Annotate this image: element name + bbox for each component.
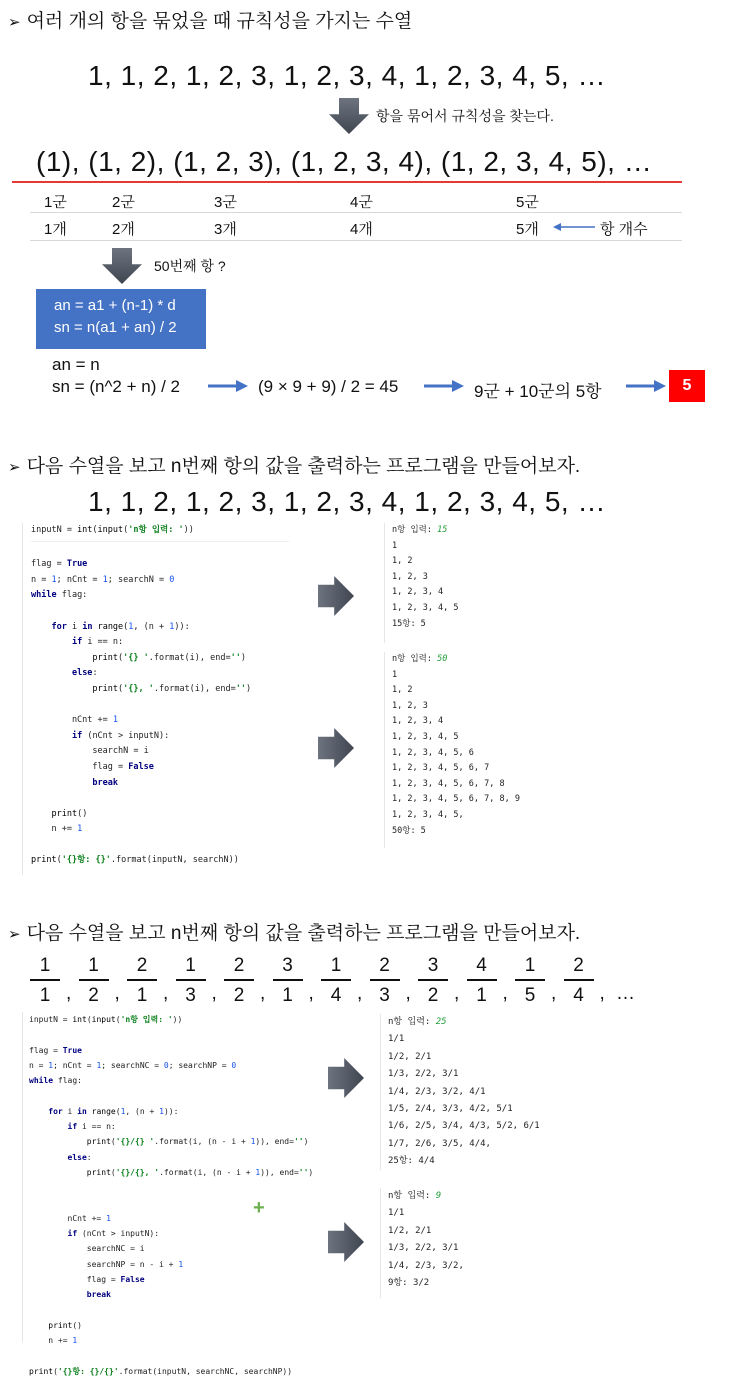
fraction-numerator: 2 (573, 955, 584, 976)
fraction-numerator: 2 (379, 955, 390, 976)
fraction-comma: , (405, 983, 411, 1004)
fraction-numerator: 4 (476, 955, 487, 976)
fraction (224, 955, 254, 1007)
fraction-bar (30, 979, 60, 981)
bullet-arrow-icon: ➢ (8, 14, 21, 31)
fraction (176, 955, 206, 1007)
fraction-comma: , (357, 983, 363, 1004)
code-block-1: inputN = int(input('n항 입력: ')) flag = True n = 1; nCnt = 1; searchN = 0 while flag: for i in range(1, (n + 1)): if i == n: print('{} '.format(i), end='') else: print('{}, '.format(i), end='') nCnt += 1 if (nCnt > inputN): searchN = i flag = False break print() n += 1 print('{}항: {}'.format(inputN, searchN)) (22, 523, 289, 875)
fraction-comma: , (211, 983, 217, 1004)
blue-right-arrow-icon (424, 378, 464, 394)
down-arrow-icon (329, 98, 369, 134)
grey-divider (30, 212, 682, 213)
fraction-bar (564, 979, 594, 981)
group-label: 5군 (516, 194, 539, 211)
fraction-denominator: 2 (427, 985, 439, 1006)
blue-right-arrow-icon (208, 378, 248, 394)
count-note: 항 개수 (600, 221, 648, 238)
output-block-3: n항 입력: 25 1/1 1/2, 2/1 1/3, 2/2, 3/1 1/4, 2/3, 3/2, 4/1 1/5, 2/4, 3/3, 4/2, 5/1 1/6, 2/5, 3/4, 4/3, 5/2, 6/1 1/7, 2/6, 3/5, 4/4, 25항: 4/4 (388, 1017, 540, 1167)
group-label: 1군 (44, 194, 67, 211)
calc-expression: (9 × 9 + 9) / 2 = 45 (258, 377, 399, 396)
section2-heading: ➢ 다음 수열을 보고 n번째 항의 값을 출력하는 프로그램을 만들어보자. (8, 456, 581, 477)
grey-divider (30, 240, 682, 241)
fraction (30, 955, 60, 1007)
fraction (564, 955, 594, 1007)
fraction (418, 955, 448, 1007)
output-gutter (384, 523, 385, 643)
fraction-bar (273, 979, 303, 981)
fraction-ellipsis: … (616, 983, 635, 1004)
arrow-note: 항을 묶어서 규칙성을 찾는다. (376, 108, 554, 124)
fraction-denominator: 4 (330, 985, 342, 1006)
fraction-bar (370, 979, 400, 981)
fraction-comma: , (163, 983, 169, 1004)
group-label: 3군 (214, 194, 237, 211)
fraction-comma: , (308, 983, 314, 1004)
fraction-bar (515, 979, 545, 981)
count-label: 2개 (112, 221, 135, 238)
group-label: 4군 (350, 194, 373, 211)
bullet-arrow-icon: ➢ (8, 926, 21, 943)
answer-badge: 5 (669, 370, 705, 402)
blue-right-arrow-icon (626, 378, 666, 394)
fraction-comma: , (454, 983, 460, 1004)
sequence-line: 1, 1, 2, 1, 2, 3, 1, 2, 3, 4, 1, 2, 3, 4, 5, … (88, 486, 606, 517)
fraction-denominator: 4 (573, 985, 584, 1006)
fraction-numerator: 1 (39, 955, 51, 976)
red-divider (12, 181, 682, 183)
fraction (370, 955, 400, 1007)
bullet-arrow-icon: ➢ (8, 459, 21, 476)
output-gutter (380, 1014, 381, 1170)
count-label: 3개 (214, 221, 237, 238)
code-block-2: inputN = int(input('n항 입력: ')) flag = True n = 1; nCnt = 1; searchNC = 0; searchNP = 0 while flag: for i in range(1, (n + 1)): if i == n: print('{}/{} '.format(i, (n - i + 1)), end='') else: print('{}/{}, '.format(i, (n - i + 1)), end='') nCnt += 1 if (nCnt > inputN): searchNC = i searchNP = n - i + 1 flag = False break print() n += 1 print('{}항: {}/{}'.format(inputN, searchNC, searchNP)) (22, 1012, 334, 1342)
output-block-4: n항 입력: 9 1/1 1/2, 2/1 1/3, 2/2, 3/1 1/4, 2/3, 3/2, 9항: 3/2 (388, 1191, 464, 1289)
fraction-bar (321, 979, 351, 981)
fraction-numerator: 3 (427, 955, 439, 976)
fraction-comma: , (599, 983, 605, 1004)
sequence-line: 1, 1, 2, 1, 2, 3, 1, 2, 3, 4, 1, 2, 3, 4, 5, … (88, 60, 606, 91)
group-label: 2군 (112, 194, 135, 211)
fraction (273, 955, 303, 1007)
fraction-numerator: 1 (330, 955, 342, 976)
count-label: 5개 (516, 221, 539, 238)
section1-heading: ➢ 여러 개의 항을 묶었을 때 규칙성을 가지는 수열 (8, 11, 413, 32)
green-plus-icon: + (253, 1197, 265, 1219)
fraction (515, 955, 545, 1007)
fraction-denominator: 3 (379, 985, 390, 1006)
fraction-denominator: 3 (185, 985, 196, 1006)
question-label: 50번째 항 ? (154, 258, 226, 274)
fraction-comma: , (551, 983, 557, 1004)
fraction-denominator: 1 (39, 985, 51, 1006)
count-label: 4개 (350, 221, 373, 238)
fraction-bar (418, 979, 448, 981)
groups-result: 9군 + 10군의 5항 (474, 382, 602, 401)
fraction (321, 955, 351, 1007)
output-block-1: n항 입력: 15 1 1, 2 1, 2, 3 1, 2, 3, 4 1, 2, 3, 4, 5 15항: 5 (392, 525, 459, 629)
fraction-comma: , (66, 983, 72, 1004)
fraction-numerator: 1 (88, 955, 99, 976)
section3-heading: ➢ 다음 수열을 보고 n번째 항의 값을 출력하는 프로그램을 만들어보자. (8, 923, 581, 944)
fraction-bar (224, 979, 254, 981)
formula-an: an = a1 + (n-1) * d (54, 297, 176, 314)
fraction-numerator: 1 (185, 955, 196, 976)
fraction-numerator: 2 (136, 955, 148, 976)
count-label: 1개 (44, 221, 67, 238)
formula-sn: sn = n(a1 + an) / 2 (54, 319, 177, 336)
output-gutter (380, 1188, 381, 1298)
fraction-denominator: 2 (233, 985, 245, 1006)
down-arrow-icon (102, 248, 142, 284)
sn-formula: sn = (n^2 + n) / 2 (52, 377, 180, 396)
fraction-numerator: 3 (282, 955, 293, 976)
fraction-bar (79, 979, 109, 981)
fraction-comma: , (260, 983, 266, 1004)
fraction-bar (176, 979, 206, 981)
fraction-denominator: 5 (524, 985, 536, 1006)
output-block-2: n항 입력: 50 1 1, 2 1, 2, 3 1, 2, 3, 4 1, 2, 3, 4, 5 1, 2, 3, 4, 5, 6 1, 2, 3, 4, 5, 6, 7 1, 2, 3, 4, 5, 6, 7, 8 1, 2, 3, 4, 5, 6, 7, 8, 9 1, 2, 3, 4, 5, 50항: 5 (392, 654, 520, 836)
fraction-comma: , (114, 983, 120, 1004)
fraction (79, 955, 109, 1007)
fraction-denominator: 1 (476, 985, 487, 1006)
fraction-bar (467, 979, 497, 981)
left-arrow-icon (553, 221, 597, 233)
fraction-numerator: 2 (233, 955, 245, 976)
fraction-comma: , (502, 983, 508, 1004)
fraction-denominator: 1 (282, 985, 293, 1006)
fraction-bar (127, 979, 157, 981)
fraction (467, 955, 497, 1007)
fraction-denominator: 2 (88, 985, 99, 1006)
right-arrow-icon (318, 576, 354, 616)
fraction-sequence (0, 955, 744, 1015)
fraction-denominator: 1 (136, 985, 148, 1006)
fraction-numerator: 1 (524, 955, 536, 976)
grouped-sequence: (1), (1, 2), (1, 2, 3), (1, 2, 3, 4), (1, 2, 3, 4, 5), … (36, 146, 653, 177)
output-gutter (384, 652, 385, 848)
formula-box (36, 289, 206, 349)
right-arrow-icon (318, 728, 354, 768)
fraction (127, 955, 157, 1007)
an-formula: an = n (52, 355, 100, 374)
